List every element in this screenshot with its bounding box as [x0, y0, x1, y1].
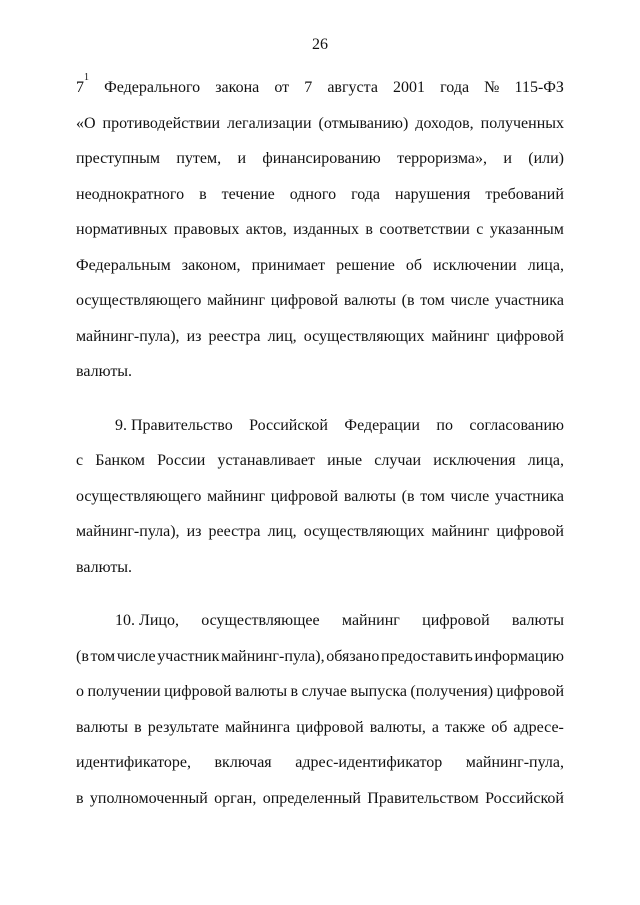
page-number: 26 [312, 36, 328, 53]
text-line: 10. Лицо, осуществляющее майнинг цифровой валюты [115, 612, 564, 629]
text-line: майнинг-пула), из реестра лиц, осуществляющих майнинг цифровой [76, 523, 564, 540]
text-line: Федеральным законом, принимает решение об исключении лица, [76, 256, 564, 274]
text-line: (в том числе участник майнинг-пула), обязано предоставить информацию [76, 647, 564, 665]
paragraph-9 [76, 408, 564, 586]
superscript-article-number: $7^1$ [76, 71, 89, 96]
text-line: осуществляющего майнинг цифровой валюты (в том числе участника [76, 487, 564, 505]
text-line: валюты в результате майнинга цифровой валюты, а также об адресе- [76, 718, 564, 736]
paragraph-1 [76, 70, 564, 390]
text-line: идентификаторе, включая адрес-идентификатор майнинг-пула, [76, 754, 564, 771]
text-line: 9. Правительство Российской Федерации по согласованию [115, 416, 564, 434]
text-line: валюты. [76, 363, 133, 380]
text-line: с Банком России устанавливает иные случаи исключения лица, [76, 452, 564, 469]
text-line: неоднократного в течение одного года нарушения требований [76, 185, 564, 203]
text-line: валюты. [76, 558, 133, 576]
text-line: преступным путем, и финансированию терроризма», и (или) [76, 150, 564, 167]
text-line: нормативных правовых актов, изданных в соответствии с указанным [76, 221, 564, 238]
text-line: «О противодействии легализации (отмыванию) доходов, полученных [76, 114, 564, 132]
text-line: о получении цифровой валюты в случае выпуска (получения) цифровой [76, 683, 564, 700]
text-line: $7^1$ Федерального закона от 7 августа 2001 года № 115-ФЗ [76, 70, 564, 106]
text-line: майнинг-пула), из реестра лиц, осуществляющих майнинг цифровой [76, 327, 564, 345]
document-body [76, 70, 564, 816]
text-line: осуществляющего майнинг цифровой валюты (в том числе участника [76, 292, 564, 309]
paragraph-10 [76, 603, 564, 816]
text-line: в уполномоченный орган, определенный Правительством Российской [76, 789, 564, 807]
